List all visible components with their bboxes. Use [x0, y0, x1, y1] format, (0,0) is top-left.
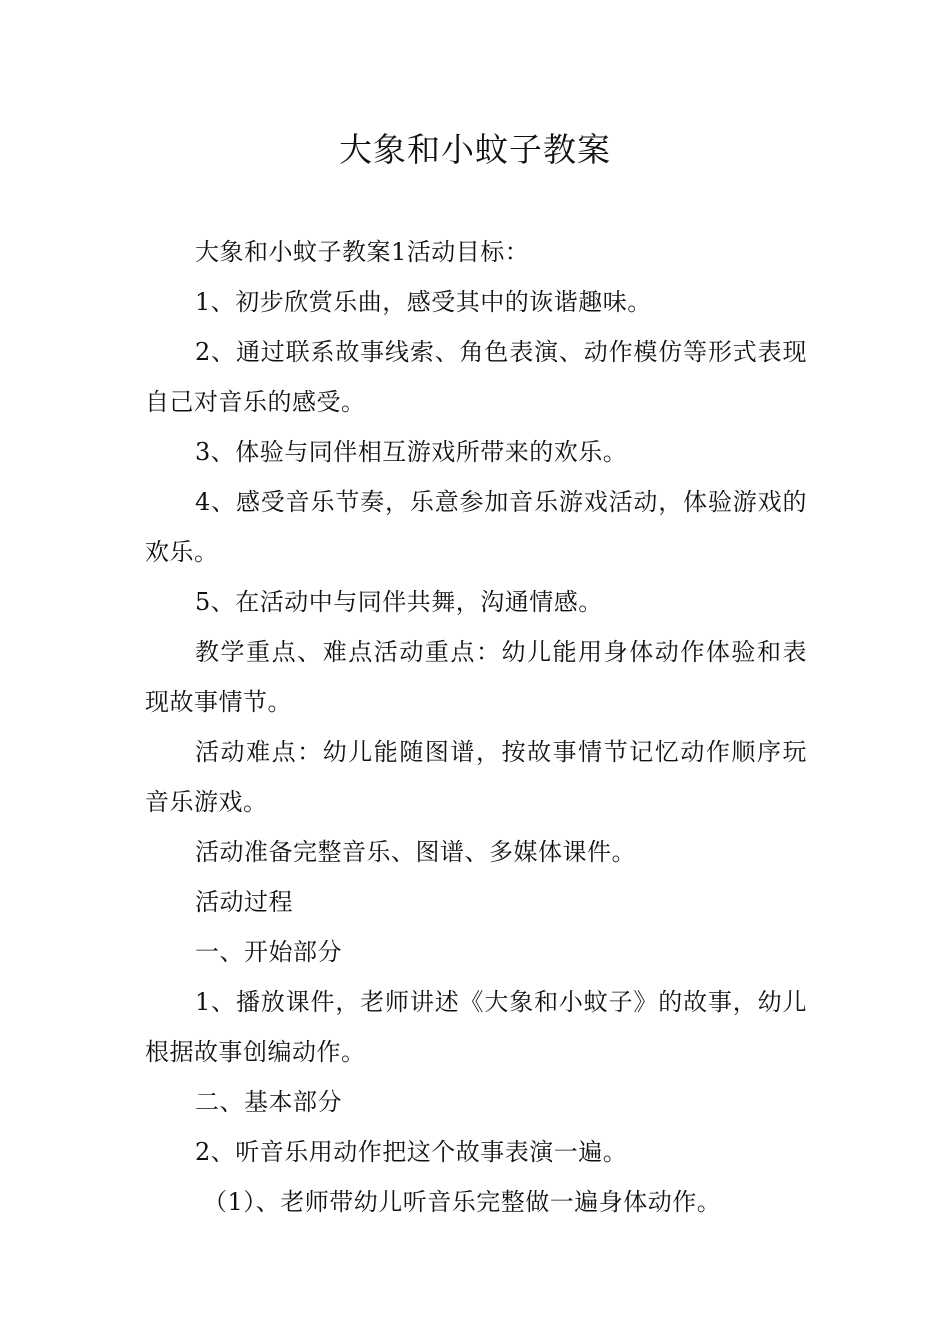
paragraph-section-1: 一、开始部分 — [195, 938, 342, 966]
paragraph-difficulty: 活动难点：幼儿能随图谱，按故事情节记忆动作顺序玩音乐游戏。 — [145, 738, 807, 816]
document-body — [145, 227, 807, 1227]
paragraph-goal-1: 1、初步欣赏乐曲，感受其中的诙谐趣味。 — [195, 288, 652, 316]
paragraph-section-2: 二、基本部分 — [195, 1088, 342, 1116]
paragraph-preparation: 活动准备完整音乐、图谱、多媒体课件。 — [195, 838, 636, 866]
paragraph-goal-2: 2、通过联系故事线索、角色表演、动作模仿等形式表现自己对音乐的感受。 — [145, 338, 807, 416]
paragraph-key-points: 教学重点、难点活动重点：幼儿能用身体动作体验和表现故事情节。 — [145, 638, 807, 716]
paragraph-goal-4: 4、感受音乐节奏，乐意参加音乐游戏活动，体验游戏的欢乐。 — [145, 488, 807, 566]
document-title: 大象和小蚊子教案 — [339, 130, 611, 169]
paragraph-step-1: 1、播放课件，老师讲述《大象和小蚊子》的故事，幼儿根据故事创编动作。 — [145, 988, 807, 1066]
paragraph-intro: 大象和小蚊子教案1活动目标： — [195, 238, 530, 266]
paragraph-goal-5: 5、在活动中与同伴共舞，沟通情感。 — [195, 588, 603, 616]
paragraph-step-2: 2、听音乐用动作把这个故事表演一遍。 — [195, 1138, 628, 1166]
paragraph-goal-3: 3、体验与同伴相互游戏所带来的欢乐。 — [195, 438, 628, 466]
paragraph-step-2-1: （1）、老师带幼儿听音乐完整做一遍身体动作。 — [203, 1188, 722, 1216]
paragraph-process-heading: 活动过程 — [195, 888, 293, 916]
